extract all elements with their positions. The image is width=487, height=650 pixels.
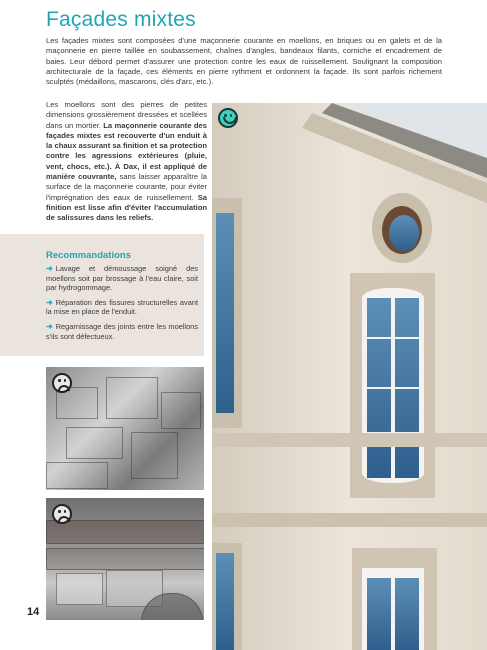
- page-title: Façades mixtes: [46, 8, 196, 31]
- photo-exposed-stone-wall: [46, 367, 204, 490]
- recommendation-text: Réparation des fissures structurelles avant la mise en place de l'enduit.: [46, 297, 198, 317]
- intro-paragraph: Les façades mixtes sont composées d'une maçonnerie courante en moellons, en briques ou en galets et de la maçonnerie en pierre taillée en soubassement, chaînes d'angles, bandeaux filants, corniche et encadrement de baies. Leur débord permet d'assurer une protection contre les eaux de ruissellement. Soulignant la composition architecturale de la façade, ces éléments en pierre rythment et ordonnent la façade. Ils sont parfois richement sculptés (médaillons, mascarons, clés d'arc, etc.).: [46, 36, 442, 87]
- body-text-1: Les moellons sont des pierres de petites dimensions grossièrement dressées et scellées dans un mortier.: [46, 100, 207, 130]
- arrow-right-icon: ➜: [46, 297, 53, 307]
- recommendation-text: Lavage et démoussage soigné des moellons soit par brossage à l'eau claire, soit par hydrogommage.: [46, 264, 198, 293]
- list-item: [46, 322, 198, 341]
- body-text-4-bold: Sa finition est lisse afin d'éviter l'accumulation de salissures dans les reliefs.: [46, 192, 207, 223]
- recommendations-list: [46, 264, 198, 346]
- sad-face-icon: [52, 373, 72, 393]
- photo-facade-building: [212, 103, 487, 650]
- sad-face-icon: [52, 504, 72, 524]
- facade-illustration: [212, 103, 487, 650]
- list-item: [46, 298, 198, 317]
- arrow-right-icon: ➜: [46, 264, 53, 273]
- arrow-right-icon: ➜: [46, 321, 53, 331]
- body-text-3: sans laisser apparaître la surface de la maçonnerie courante, pour éviter l'imprégnation des eaux de ruissellement.: [46, 172, 208, 202]
- body-text-2-bold: La maçonnerie courante des façades mixtes est recouverte d'un enduit à la chaux assurant sa finition et sa protection contre les agressions extérieures (pluie, vent, chocs, etc.). À Dax, il est appliqué de manière couvrante,: [46, 120, 207, 182]
- list-item: [46, 264, 198, 293]
- page-number: 14: [27, 606, 40, 618]
- photo-brick-stone-wall: [46, 498, 204, 620]
- body-paragraph: [46, 100, 207, 224]
- recommendations-box: [0, 234, 204, 356]
- recommendations-title: Recommandations: [46, 250, 131, 261]
- recommendation-text: Regarnissage des joints entre les moellons s'ils sont défectueux.: [46, 321, 198, 341]
- happy-face-icon: [218, 108, 238, 128]
